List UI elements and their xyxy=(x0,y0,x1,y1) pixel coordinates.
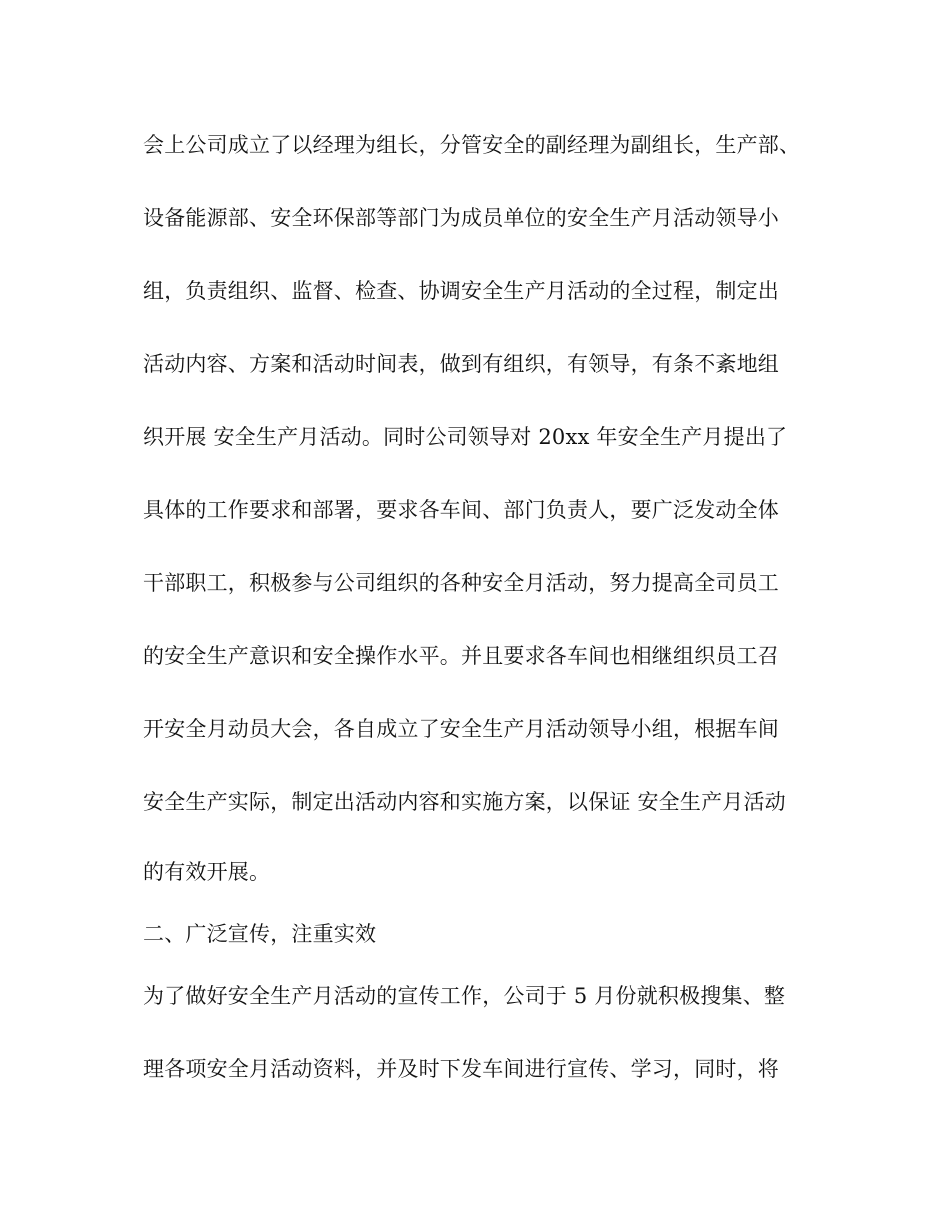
paragraph-line: 的有效开展。 xyxy=(143,860,271,884)
paragraph-line: 设备能源部、安全环保部等部门为成员单位的安全生产月活动领导小 xyxy=(143,206,779,230)
paragraph-line: 具体的工作要求和部署，要求各车间、部门负责人，要广泛发动全体 xyxy=(143,498,779,522)
section-heading: 二、广泛宣传，注重实效 xyxy=(143,922,377,946)
paragraph-line: 开安全月动员大会，各自成立了安全生产月活动领导小组，根据车间 xyxy=(143,717,779,741)
paragraph-line: 干部职工，积极参与公司组织的各种安全月活动，努力提高全司员工 xyxy=(143,571,779,595)
paragraph-line: 为了做好安全生产月活动的宣传工作，公司于 5 月份就积极搜集、整 xyxy=(143,984,786,1008)
paragraph-line: 安全生产实际，制定出活动内容和实施方案，以保证 安全生产月活动 xyxy=(143,790,786,814)
paragraph-line: 理各项安全月活动资料，并及时下发车间进行宣传、学习，同时，将 xyxy=(143,1057,779,1081)
paragraph-line: 组，负责组织、监督、检查、协调安全生产月活动的全过程，制定出 xyxy=(143,279,779,303)
paragraph-line: 的安全生产意识和安全操作水平。并且要求各车间也相继组织员工召 xyxy=(143,644,779,668)
paragraph-line: 会上公司成立了以经理为组长，分管安全的副经理为副组长，生产部、 xyxy=(143,133,801,157)
paragraph-line: 活动内容、方案和活动时间表，做到有组织，有领导，有条不紊地组 xyxy=(143,352,779,376)
paragraph-line: 织开展 安全生产月活动。同时公司领导对 20xx 年安全生产月提出了 xyxy=(143,425,788,449)
